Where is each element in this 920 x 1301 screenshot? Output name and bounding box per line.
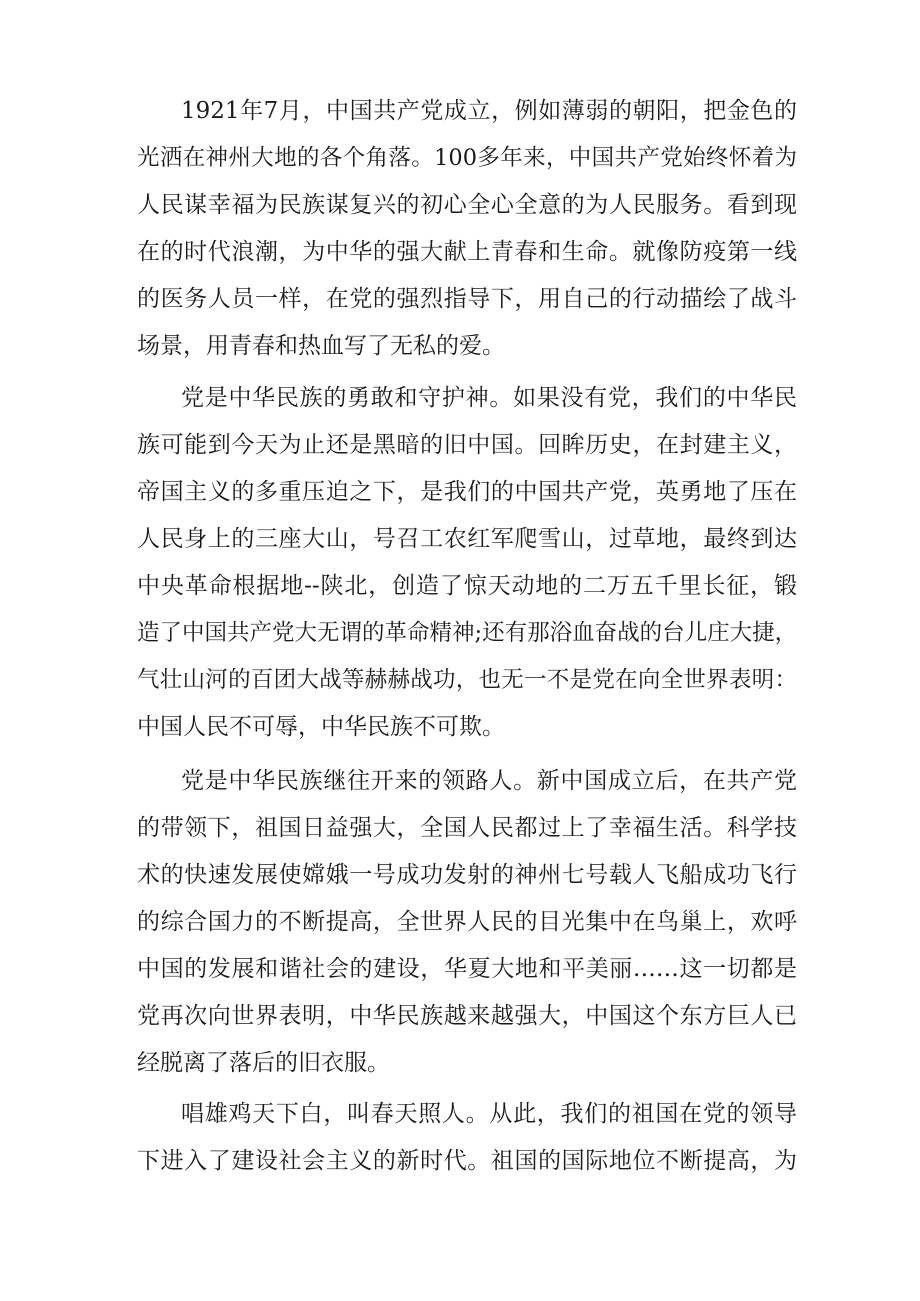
text-line: 人民身上的三座大山，号召工农红军爬雪山，过草地，最终到达 [137,526,797,552]
text-line: 气壮山河的百团大战等赫赫战功，也无一不是党在向全世界表明： [137,667,797,693]
paragraph-founding [137,88,797,370]
text-line: 下进入了建设社会主义的新时代。祖国的国际地位不断提高，为 [137,1148,797,1174]
text-line: 的医务人员一样，在党的强烈指导下，用自己的行动描绘了战斗 [137,286,797,312]
text-line: 造了中国共产党大无谓的革命精神;还有那浴血奋战的台儿庄大捷， [137,620,798,646]
text-line: 人民谋幸福为民族谋复兴的初心全心全意的为人民服务。看到现 [137,192,797,218]
text-line: 帝国主义的多重压迫之下，是我们的中国共产党，英勇地了压在 [137,479,797,505]
text-line: 唱雄鸡天下白，叫春天照人。从此，我们的祖国在党的领导 [181,1101,797,1127]
text-line: 1921年7月，中国共产党成立，例如薄弱的朝阳，把金色的 [181,98,797,124]
text-line: 术的快速发展使嫦娥一号成功发射的神州七号载人飞船成功飞行 [137,862,797,888]
text-line: 中央革命根据地--陕北，创造了惊天动地的二万五千里长征，锻 [137,573,797,599]
text-line: 的带领下，祖国日益强大，全国人民都过上了幸福生活。科学技 [137,815,797,841]
text-line: 党再次向世界表明，中华民族越来越强大，中国这个东方巨人已 [137,1003,797,1029]
text-line: 的综合国力的不断提高，全世界人民的目光集中在鸟巢上，欢呼 [137,909,797,935]
text-line: 族可能到今天为止还是黑暗的旧中国。回眸历史，在封建主义， [137,432,797,458]
text-line: 党是中华民族的勇敢和守护神。如果没有党，我们的中华民 [181,385,797,411]
paragraph-new-era [137,1091,797,1185]
text-line: 中国的发展和谐社会的建设，华夏大地和平美丽……这一切都是 [137,956,797,982]
text-line: 经脱离了落后的旧衣服。 [137,1050,390,1076]
text-line: 在的时代浪潮，为中华的强大献上青春和生命。就像防疫第一线 [137,239,797,265]
paragraph-leader [137,758,797,1087]
text-line: 党是中华民族继往开来的领路人。新中国成立后，在共产党 [181,768,797,794]
text-line: 光洒在神州大地的各个角落。100多年来，中国共产党始终怀着为 [137,145,797,171]
paragraph-guardian [137,375,797,751]
text-line: 中国人民不可辱，中华民族不可欺。 [137,714,505,740]
text-line: 场景，用青春和热血写了无私的爱。 [137,333,505,359]
